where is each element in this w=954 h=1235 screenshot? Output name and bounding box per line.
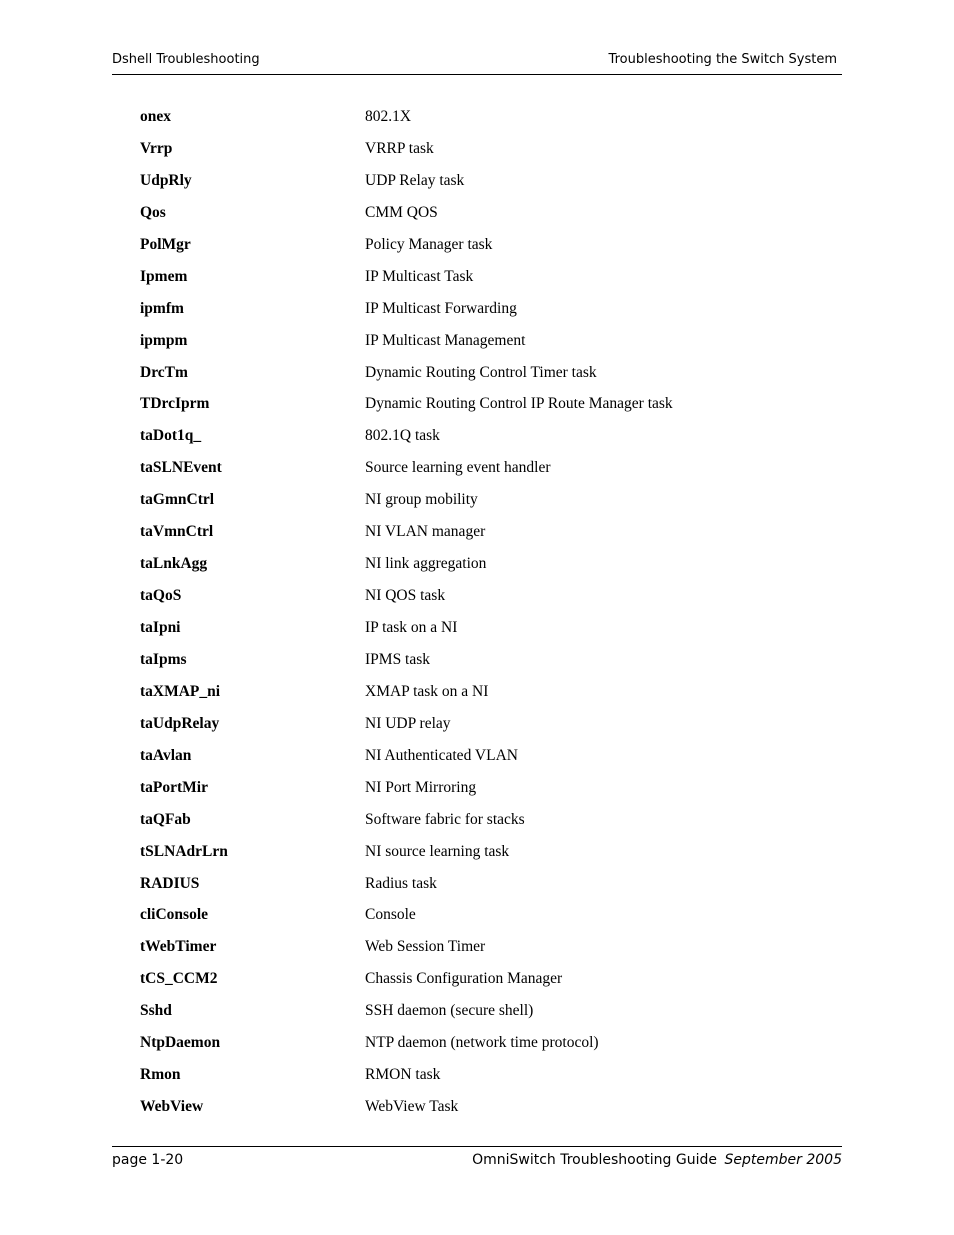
table-row [140,138,840,170]
table-row [140,585,840,617]
table-row [140,809,840,841]
table-row [140,1096,840,1128]
task-description: NI link aggregation [365,555,487,573]
table-row [140,745,840,777]
task-description: UDP Relay task [365,171,465,189]
task-name: taQoS [140,587,182,605]
table-row [140,202,840,234]
task-description: NI group mobility [365,491,478,509]
table-row [140,1032,840,1064]
task-description: WebView Task [365,1098,459,1116]
task-name: taSLNEvent [140,459,222,477]
task-description: IP Multicast Task [365,267,474,285]
task-description: NI Authenticated VLAN [365,746,518,764]
task-name: tCS_CCM2 [140,970,218,988]
table-row [140,1064,840,1096]
task-description: IP Multicast Management [365,331,526,349]
table-row [140,936,840,968]
task-name: TDrcIprm [140,395,210,413]
footer-guide-title: OmniSwitch Troubleshooting Guide [472,1152,717,1168]
task-name: taPortMir [140,778,208,796]
table-row [140,266,840,298]
footer-page-number: page 1-20 [112,1152,184,1168]
task-description: Source learning event handler [365,459,551,477]
task-description: Dynamic Routing Control IP Route Manager task [365,395,673,413]
task-name: RADIUS [140,874,200,892]
table-row [140,234,840,266]
table-row [140,457,840,489]
task-name: Rmon [140,1066,181,1084]
task-description: VRRP task [365,139,434,157]
table-row [140,489,840,521]
task-name: tSLNAdrLrn [140,842,228,860]
task-name: taUdpRelay [140,714,220,732]
table-row [140,841,840,873]
task-name: cliConsole [140,906,209,924]
task-description: NTP daemon (network time protocol) [365,1034,599,1052]
task-table [140,106,840,1128]
task-name: taIpni [140,619,181,636]
task-name: taIpms [140,650,187,668]
task-name: taAvlan [140,746,192,764]
task-name: Sshd [140,1002,172,1020]
task-name: taXMAP_ni [140,682,221,700]
table-row [140,330,840,362]
task-description: IP Multicast Forwarding [365,299,517,317]
table-row [140,681,840,713]
task-description: Dynamic Routing Control Timer task [365,363,597,381]
task-name: taQFab [140,810,191,828]
table-row [140,425,840,457]
footer-date: September 2005 [724,1152,842,1168]
table-row [140,904,840,936]
task-name: DrcTm [140,363,188,381]
task-description: IPMS task [365,650,431,668]
task-name: taGmnCtrl [140,491,215,509]
task-name: ipmfm [140,299,184,317]
task-description: Web Session Timer [365,938,486,956]
task-name: taVmnCtrl [140,523,214,541]
table-row [140,649,840,681]
task-name: PolMgr [140,235,191,253]
task-description: Console [365,906,416,924]
task-description: NI UDP relay [365,714,451,732]
table-row [140,617,840,649]
task-description: XMAP task on a NI [365,682,489,700]
task-description: NI VLAN manager [365,523,486,541]
header-chapter-title: Troubleshooting the Switch System [608,52,837,67]
table-row [140,1000,840,1032]
task-name: Vrrp [140,139,173,157]
task-description: 802.1Q task [365,427,440,445]
table-row [140,170,840,202]
task-description: Software fabric for stacks [365,810,525,828]
task-description: Radius task [365,874,437,892]
task-name: Ipmem [140,267,188,285]
table-row [140,362,840,394]
table-row [140,968,840,1000]
header-rule [112,74,842,75]
task-description: IP task on a NI [365,619,458,636]
task-name: tWebTimer [140,938,217,956]
task-description: NI source learning task [365,842,510,860]
task-description: NI QOS task [365,587,446,605]
task-name: onex [140,108,171,125]
table-row [140,777,840,809]
task-description: RMON task [365,1066,441,1084]
task-description: Chassis Configuration Manager [365,970,563,988]
table-row [140,713,840,745]
task-name: UdpRly [140,171,192,189]
table-row [140,553,840,585]
task-description: SSH daemon (secure shell) [365,1002,534,1020]
table-row [140,873,840,905]
footer-rule [112,1146,842,1147]
header-section-title: Dshell Troubleshooting [112,52,260,67]
task-name: taDot1q_ [140,427,202,445]
task-description: CMM QOS [365,203,438,221]
table-row [140,106,840,138]
table-row [140,298,840,330]
table-row [140,393,840,425]
task-name: Qos [140,203,166,221]
task-description: 802.1X [365,108,412,125]
task-name: WebView [140,1098,204,1116]
task-name: NtpDaemon [140,1034,221,1052]
task-name: ipmpm [140,331,188,349]
task-description: Policy Manager task [365,235,493,253]
table-row [140,521,840,553]
task-description: NI Port Mirroring [365,778,477,796]
task-name: taLnkAgg [140,555,208,573]
